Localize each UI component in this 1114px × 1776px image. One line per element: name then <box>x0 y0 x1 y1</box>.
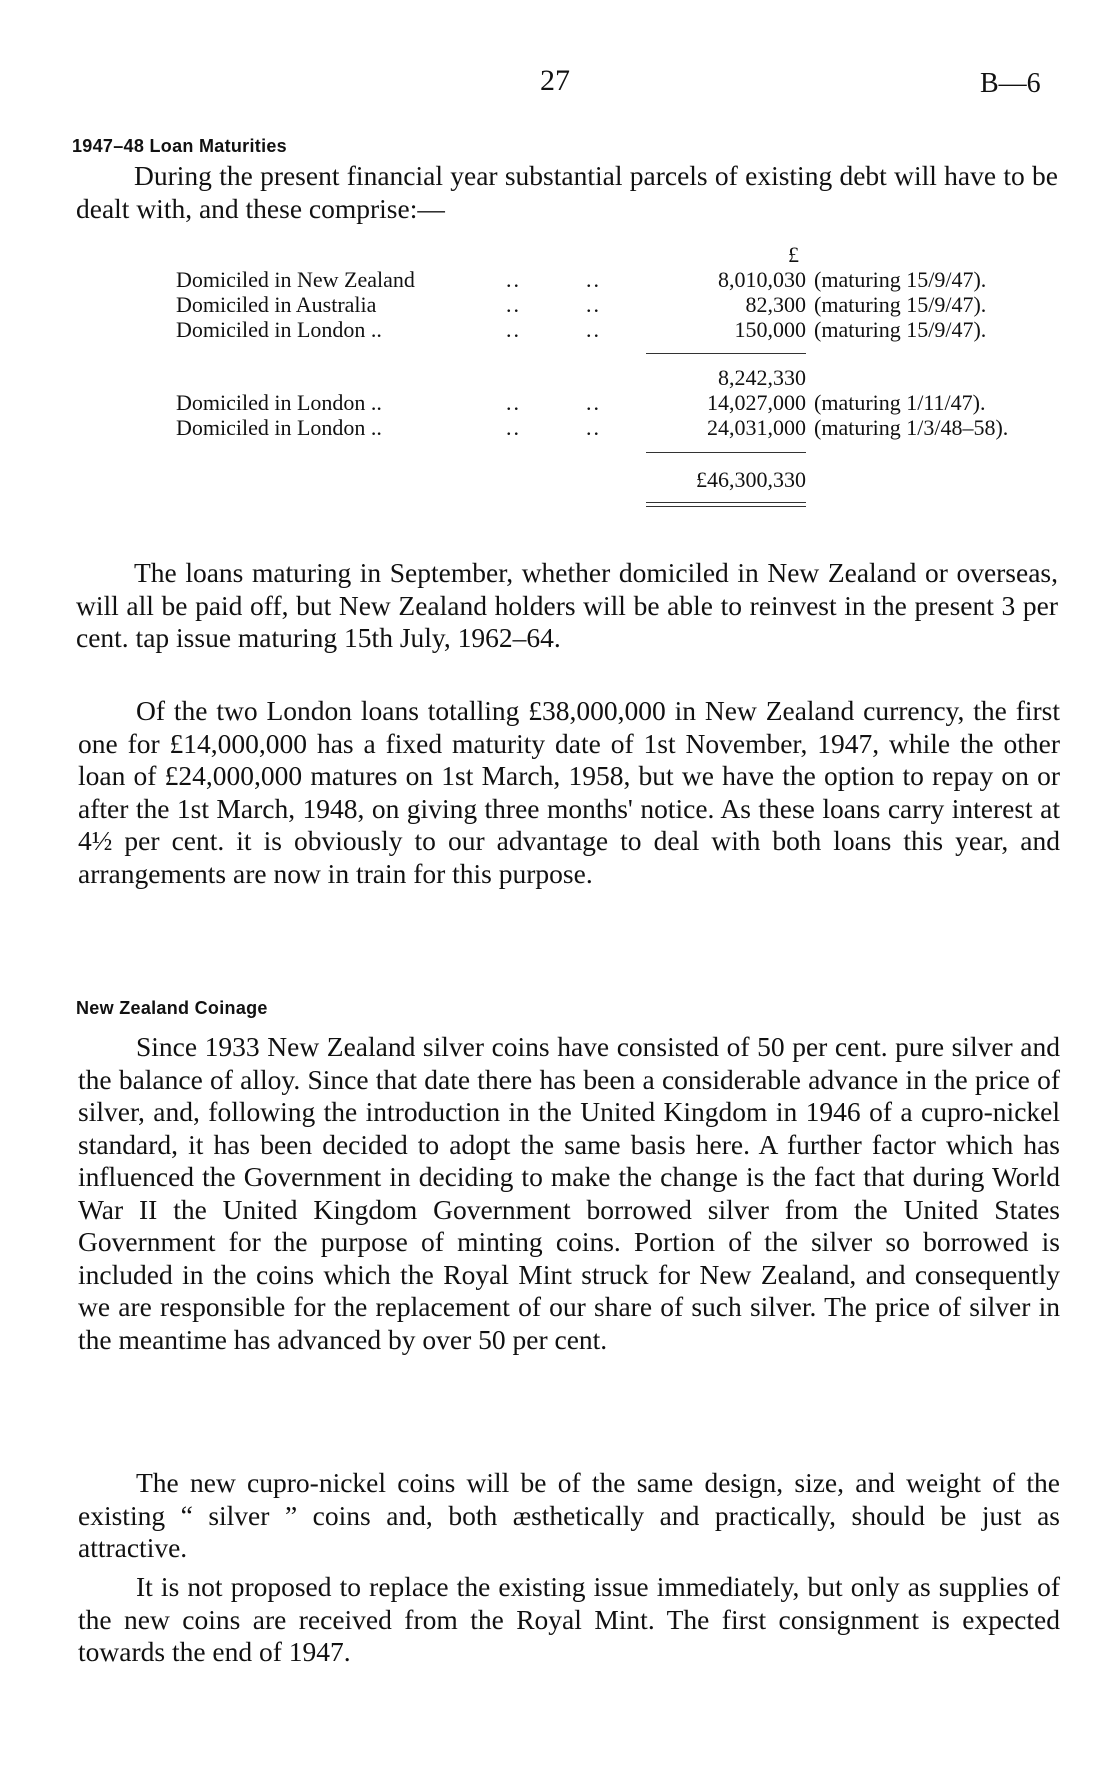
currency-symbol: £ <box>788 242 799 267</box>
row-leader-dots: .. <box>506 317 521 342</box>
row-label: Domiciled in London .. <box>176 390 382 415</box>
row-amount: 150,000 <box>734 317 806 342</box>
page-number: 27 <box>540 64 570 97</box>
row-maturity-note: (maturing 1/11/47). <box>814 390 986 415</box>
row-maturity-note: (maturing 15/9/47). <box>814 267 987 292</box>
total-rule <box>646 452 806 453</box>
row-label: Domiciled in London .. <box>176 415 382 440</box>
row-leader-dots: .. <box>586 267 601 292</box>
row-leader-dots: .. <box>506 292 521 317</box>
total-double-rule <box>646 506 806 507</box>
row-leader-dots: .. <box>506 415 521 440</box>
paragraph-cupro-nickel: The new cupro-nickel coins will be of the same design, size, and weight of the existing “ silver ” coins and, both æsthetically and practically, should be just as attractive. <box>78 1467 1060 1563</box>
total-double-rule <box>646 502 806 503</box>
row-leader-dots: .. <box>506 267 521 292</box>
total-amount: £46,300,330 <box>696 467 806 492</box>
intro-paragraph: During the present financial year substantial parcels of existing debt will have to be dealt with, and these comprise:— <box>76 160 1058 224</box>
row-label: Domiciled in London .. <box>176 317 382 342</box>
row-maturity-note: (maturing 15/9/47). <box>814 317 987 342</box>
row-leader-dots: .. <box>586 390 601 415</box>
row-maturity-note: (maturing 15/9/47). <box>814 292 987 317</box>
row-leader-dots: .. <box>506 390 521 415</box>
row-leader-dots: .. <box>586 415 601 440</box>
row-label: Domiciled in Australia <box>176 292 377 317</box>
row-amount: 82,300 <box>745 292 806 317</box>
row-label: Domiciled in New Zealand <box>176 267 415 292</box>
row-leader-dots: .. <box>586 292 601 317</box>
section-heading-coinage: New Zealand Coinage <box>76 998 268 1018</box>
section-heading-loan-maturities: 1947–48 Loan Maturities <box>72 136 287 156</box>
subtotal-amount: 8,242,330 <box>718 365 806 390</box>
subtotal-rule <box>646 353 806 354</box>
row-amount: 8,010,030 <box>718 267 806 292</box>
paragraph-silver-coins: Since 1933 New Zealand silver coins have consisted of 50 per cent. pure silver and the balance of alloy. Since that date there has been a considerable advance in the price of silver, and, following the introduction in the United Kingdom in 1946 of a cupro-nickel standard, it has been decided to adopt the same basis here. A further factor which has influenced the Government in deciding to make the change is the fact that during World War II the United Kingdom Government borrowed silver from the United States Government for the purpose of minting coins. Portion of the silver so borrowed is included in the coins which the Royal Mint struck for New Zealand, and consequently we are responsible for the replacement of our share of such silver. The price of silver in the meantime has advanced by over 50 per cent. <box>78 1031 1060 1355</box>
row-amount: 24,031,000 <box>707 415 806 440</box>
document-reference: B—6 <box>980 68 1041 99</box>
paragraph-september-loans: The loans maturing in September, whether domiciled in New Zealand or overseas, will all be paid off, but New Zealand holders will be able to reinvest in the present 3 per cent. tap issue maturing 15th July, 1962–64. <box>76 557 1058 653</box>
paragraph-replacement: It is not proposed to replace the existing issue immediately, but only as supplies of the new coins are received from the Royal Mint. The first consignment is expected towards the end of 1947. <box>78 1571 1060 1667</box>
row-maturity-note: (maturing 1/3/48–58). <box>814 415 1009 440</box>
row-leader-dots: .. <box>586 317 601 342</box>
row-amount: 14,027,000 <box>707 390 806 415</box>
paragraph-london-loans: Of the two London loans totalling £38,000,000 in New Zealand currency, the first one for £14,000,000 has a fixed maturity date of 1st November, 1947, while the other loan of £24,000,000 matures on 1st March, 1958, but we have the option to repay on or after the 1st March, 1948, on giving three months' notice. As these loans carry interest at 4½ per cent. it is obviously to our advantage to deal with both loans this year, and arrangements are now in train for this purpose. <box>78 695 1060 889</box>
